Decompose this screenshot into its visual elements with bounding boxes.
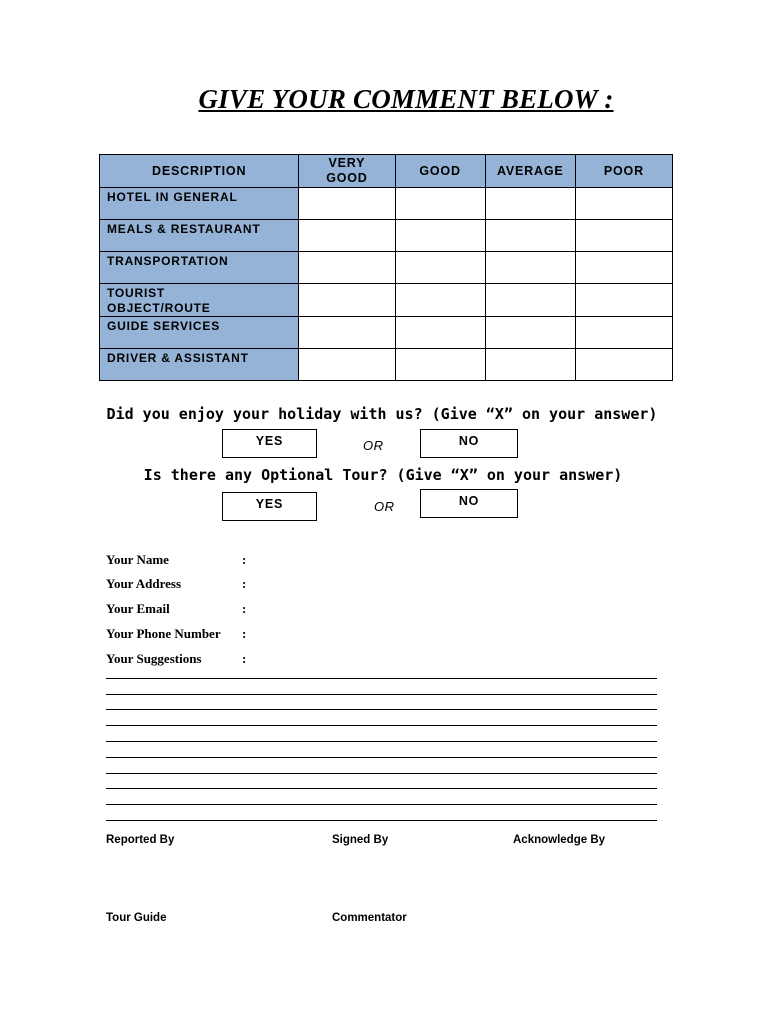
field-colon-suggestions: : (242, 651, 247, 666)
rating-cell-hotel-very-good[interactable] (299, 188, 395, 220)
suggestion-line[interactable] (106, 820, 657, 821)
row-label-driver: DRIVER & ASSISTANT (100, 349, 299, 381)
rating-cell-transportation-average[interactable] (485, 252, 575, 284)
rating-table (99, 154, 673, 381)
rating-cell-tourist-good[interactable] (395, 284, 485, 317)
reported-by-label: Reported By (106, 834, 175, 846)
optional-tour-or-label: OR (374, 499, 395, 514)
rating-cell-hotel-average[interactable] (485, 188, 575, 220)
rating-cell-meals-good[interactable] (395, 220, 485, 252)
field-colon-email: : (242, 601, 247, 616)
optional-tour-yes-box[interactable]: YES (222, 492, 317, 521)
rating-cell-driver-average[interactable] (485, 349, 575, 381)
header-poor: POOR (575, 155, 672, 188)
tour-guide-label: Tour Guide (106, 912, 167, 924)
field-label-phone: Your Phone Number (106, 626, 221, 641)
suggestion-line[interactable] (106, 694, 657, 695)
field-colon-name: : (242, 552, 247, 567)
rating-cell-meals-very-good[interactable] (299, 220, 395, 252)
commentator-label: Commentator (332, 912, 407, 924)
rating-cell-meals-poor[interactable] (575, 220, 672, 252)
rating-cell-meals-average[interactable] (485, 220, 575, 252)
row-label-transportation: TRANSPORTATION (100, 252, 299, 284)
row-label-hotel: HOTEL IN GENERAL (100, 188, 299, 220)
row-label-guide: GUIDE SERVICES (100, 317, 299, 349)
rating-cell-transportation-good[interactable] (395, 252, 485, 284)
table-row (100, 220, 673, 252)
question-holiday: Did you enjoy your holiday with us? (Give “X” on your answer) (106, 405, 658, 423)
suggestion-line[interactable] (106, 678, 657, 679)
rating-cell-driver-good[interactable] (395, 349, 485, 381)
rating-cell-guide-average[interactable] (485, 317, 575, 349)
table-row (100, 284, 673, 317)
rating-cell-guide-poor[interactable] (575, 317, 672, 349)
holiday-or-label: OR (363, 438, 384, 453)
rating-cell-tourist-poor[interactable] (575, 284, 672, 317)
suggestion-line[interactable] (106, 741, 657, 742)
rating-cell-tourist-very-good[interactable] (299, 284, 395, 317)
rating-cell-guide-good[interactable] (395, 317, 485, 349)
suggestion-line[interactable] (106, 725, 657, 726)
suggestion-line[interactable] (106, 757, 657, 758)
rating-cell-driver-poor[interactable] (575, 349, 672, 381)
field-label-suggestions: Your Suggestions (106, 651, 202, 666)
suggestion-line[interactable] (106, 709, 657, 710)
rating-cell-hotel-poor[interactable] (575, 188, 672, 220)
field-label-name: Your Name (106, 552, 169, 567)
field-label-address: Your Address (106, 576, 182, 591)
header-very-good: VERY GOOD (299, 155, 395, 188)
header-average: AVERAGE (485, 155, 575, 188)
rating-cell-guide-very-good[interactable] (299, 317, 395, 349)
row-label-tourist-object: TOURIST OBJECT/ROUTE (100, 284, 299, 317)
table-row (100, 317, 673, 349)
holiday-no-box[interactable]: NO (420, 429, 518, 458)
form-title: GIVE YOUR COMMENT BELOW : (198, 84, 614, 114)
signed-by-label: Signed By (332, 834, 389, 846)
acknowledge-by-label: Acknowledge By (513, 834, 606, 846)
rating-cell-driver-very-good[interactable] (299, 349, 395, 381)
rating-cell-transportation-very-good[interactable] (299, 252, 395, 284)
suggestion-line[interactable] (106, 804, 657, 805)
question-optional-tour: Is there any Optional Tour? (Give “X” on your answer) (143, 466, 623, 484)
table-header-row (100, 155, 673, 188)
suggestion-line[interactable] (106, 788, 657, 789)
holiday-yes-box[interactable]: YES (222, 429, 317, 458)
header-description: DESCRIPTION (100, 155, 299, 188)
field-label-email: Your Email (106, 601, 170, 616)
table-row (100, 252, 673, 284)
optional-tour-no-box[interactable]: NO (420, 489, 518, 518)
field-colon-address: : (242, 576, 247, 591)
row-label-meals: MEALS & RESTAURANT (100, 220, 299, 252)
rating-cell-hotel-good[interactable] (395, 188, 485, 220)
suggestion-line[interactable] (106, 773, 657, 774)
table-row (100, 188, 673, 220)
rating-cell-transportation-poor[interactable] (575, 252, 672, 284)
rating-cell-tourist-average[interactable] (485, 284, 575, 317)
field-colon-phone: : (242, 626, 247, 641)
header-good: GOOD (395, 155, 485, 188)
table-row (100, 349, 673, 381)
